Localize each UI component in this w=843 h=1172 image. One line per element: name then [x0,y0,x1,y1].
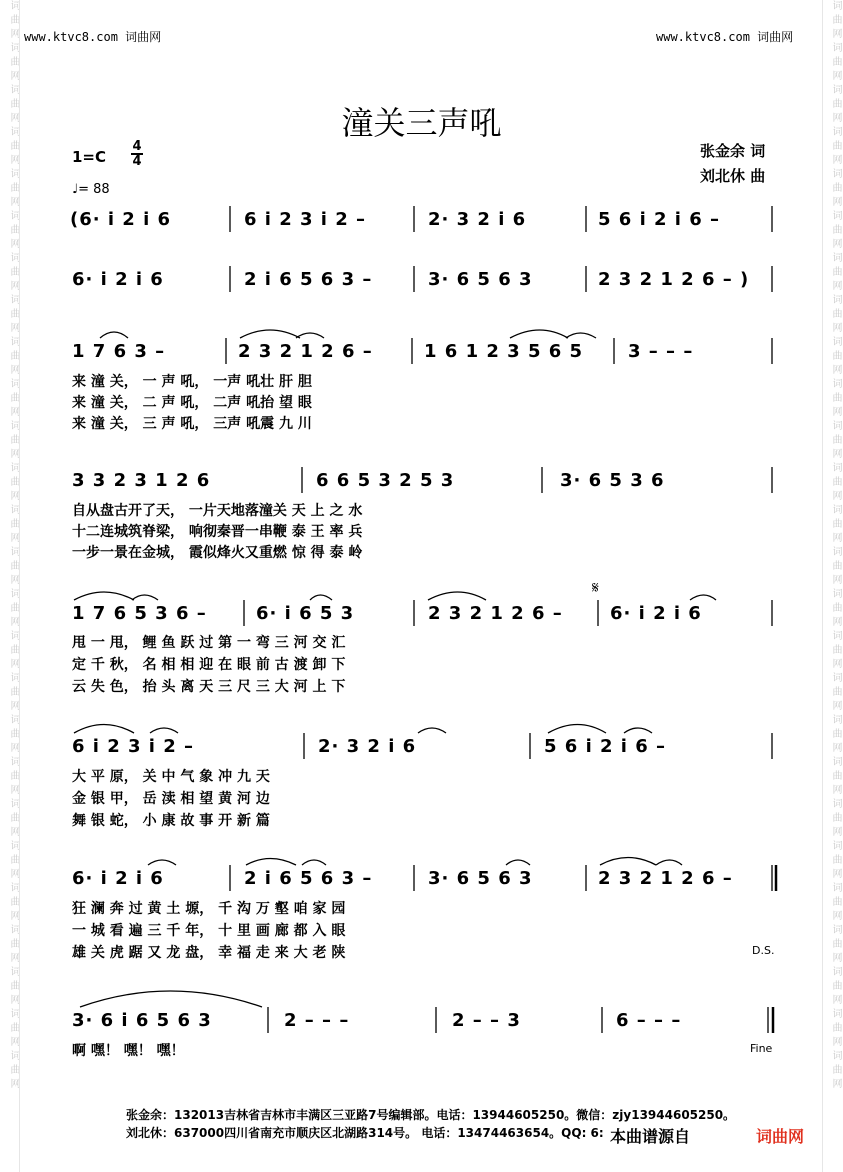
side-watermark-right: 词曲网词曲网词曲网词曲网词曲网词曲网词曲网词曲网词曲网词曲网词曲网词曲网词曲网词曲网词曲网词曲网词曲网词曲网词曲网词曲网词曲网词曲网词曲网词曲网词曲网词曲网 [830,0,841,1092]
slur [74,592,134,600]
measure: 1 7 6 3 – [72,341,166,362]
site-url-right[interactable]: www.ktvc8.com 词曲网 [656,30,794,44]
lyricist-credit: 张金余 词 [700,142,766,160]
slur [80,991,262,1007]
measure: 2 3 2 1 2 6 – ) [598,269,750,290]
slur [600,858,656,866]
measure: 1 7 6 5 3 6 – [72,603,207,624]
slur [310,595,332,600]
slur [100,332,128,338]
measure: 3 3 2 3 1 2 6 [72,470,211,491]
slur [302,860,326,865]
footer-line-1: 张金余：132013吉林省吉林市丰满区三亚路7号编辑部。电话：13944605250。微信：zjy13944605250。 [126,1108,736,1122]
ds-mark: D.S. [752,944,775,957]
tempo-mark: ♩= 88 [72,182,110,197]
footer-line-2: 刘北休：637000四川省南充市顺庆区北湖路314号。 电话：13474463654。QQ: 6: [126,1126,604,1140]
measure: 6· i 2 i 6 [72,269,164,290]
measure: 2 3 2 1 2 6 – [598,868,733,889]
slur [624,728,652,733]
slur [296,333,324,338]
measure: 1 6 1 2 3 5 6 5 [424,341,584,362]
lyric-line: 十二连城筑脊梁， 响彻秦晋一串鞭 泰 王 率 兵 [72,524,363,540]
measure: 3 – – – [628,341,694,362]
slur [132,595,158,600]
slur [418,728,446,733]
measure: 3· 6 5 3 6 [560,470,665,491]
measure: 2· 3 2 i 6 [428,209,527,230]
lyric-line: 来 潼 关， 二 声 吼， 二声 吼抬 望 眼 [72,395,312,411]
measure: 2 3 2 1 2 6 – [238,341,373,362]
measure: 2 – – – [284,1010,350,1031]
lyric-line: 舞 银 蛇， 小 康 故 事 开 新 篇 [72,813,270,829]
fine-mark: Fine [750,1042,773,1055]
time-bottom: 4 [132,154,142,169]
measure: 6· i 2 i 6 [610,603,702,624]
side-watermark-left: 词曲网词曲网词曲网词曲网词曲网词曲网词曲网词曲网词曲网词曲网词曲网词曲网词曲网词曲网词曲网词曲网词曲网词曲网词曲网词曲网词曲网词曲网词曲网词曲网词曲网词曲网 [8,0,19,1092]
slur [548,725,606,734]
segno-icon: 𝄋 [592,578,599,597]
measure: 2 i 6 5 6 3 – [244,868,373,889]
slur [428,592,486,600]
slur [240,330,300,338]
slur [656,860,682,865]
composer-credit: 刘北休 曲 [700,167,766,185]
measure: 6· i 2 i 6 [72,868,164,889]
source-label: 本曲谱源自 [610,1127,691,1146]
lyric-line: 来 潼 关， 三 声 吼， 三声 吼震 九 川 [72,416,312,432]
measure: 3· 6 5 6 3 [428,868,533,889]
site-url-left[interactable]: www.ktvc8.com 词曲网 [24,30,162,44]
measure: 2 – – 3 [452,1010,521,1031]
measure: (6· i 2 i 6 [70,209,172,230]
lyric-line: 来 潼 关， 一 声 吼， 一声 吼壮 肝 胆 [72,374,312,390]
measure: 3· 6 5 6 3 [428,269,533,290]
measure: 2 i 6 5 6 3 – [244,269,373,290]
slur [150,728,178,733]
measure: 6 6 5 3 2 5 3 [316,470,455,491]
slur [690,595,716,600]
lyric-line: 狂 澜 奔 过 黄 土 塬， 千 沟 万 壑 咱 家 园 [72,901,346,917]
lyric-line: 一 城 看 遍 三 千 年， 十 里 画 廊 都 入 眼 [72,923,346,939]
slur [566,333,596,338]
slur [74,725,134,734]
measure: 6 i 2 3 i 2 – [244,209,367,230]
key-signature: 1=C [72,148,107,166]
lyric-line: 大 平 原， 关 中 气 象 冲 九 天 [72,769,270,785]
brand-logo[interactable]: 词曲网 [756,1127,805,1146]
slur [510,330,568,338]
lyric-line: 啊 嘿！ 嘿！ 嘿！ [72,1043,185,1059]
measure: 3· 6 i 6 5 6 3 [72,1010,212,1031]
measure: 6 – – – [616,1010,682,1031]
lyric-line: 云 失 色， 抬 头 离 天 三 尺 三 大 河 上 下 [72,679,346,695]
lyric-line: 一步一景在金城， 霞似烽火又重燃 惊 得 泰 岭 [72,545,363,561]
lyric-line: 甩 一 甩， 鲤 鱼 跃 过 第 一 弯 三 河 交 汇 [72,635,346,651]
measure: 5 6 i 2 i 6 – [544,736,667,757]
slur [148,860,176,865]
lyric-line: 雄 关 虎 踞 又 龙 盘， 幸 福 走 来 大 老 陕 [72,945,346,961]
lyric-line: 定 千 秋， 名 相 相 迎 在 眼 前 古 渡 卸 下 [72,657,346,673]
song-title: 潼关三声吼 [341,104,502,142]
measure: 5 6 i 2 i 6 – [598,209,721,230]
measure: 6 i 2 3 i 2 – [72,736,195,757]
measure: 2 3 2 1 2 6 – [428,603,563,624]
measure: 2· 3 2 i 6 [318,736,417,757]
slur [506,860,530,865]
lyric-line: 自从盘古开了天， 一片天地落潼关 天 上 之 水 [72,503,363,519]
time-top: 4 [132,139,142,154]
slur [246,859,296,866]
measure: 6· i 6 5 3 [256,603,355,624]
lyric-line: 金 银 甲， 岳 渎 相 望 黄 河 边 [72,791,270,807]
